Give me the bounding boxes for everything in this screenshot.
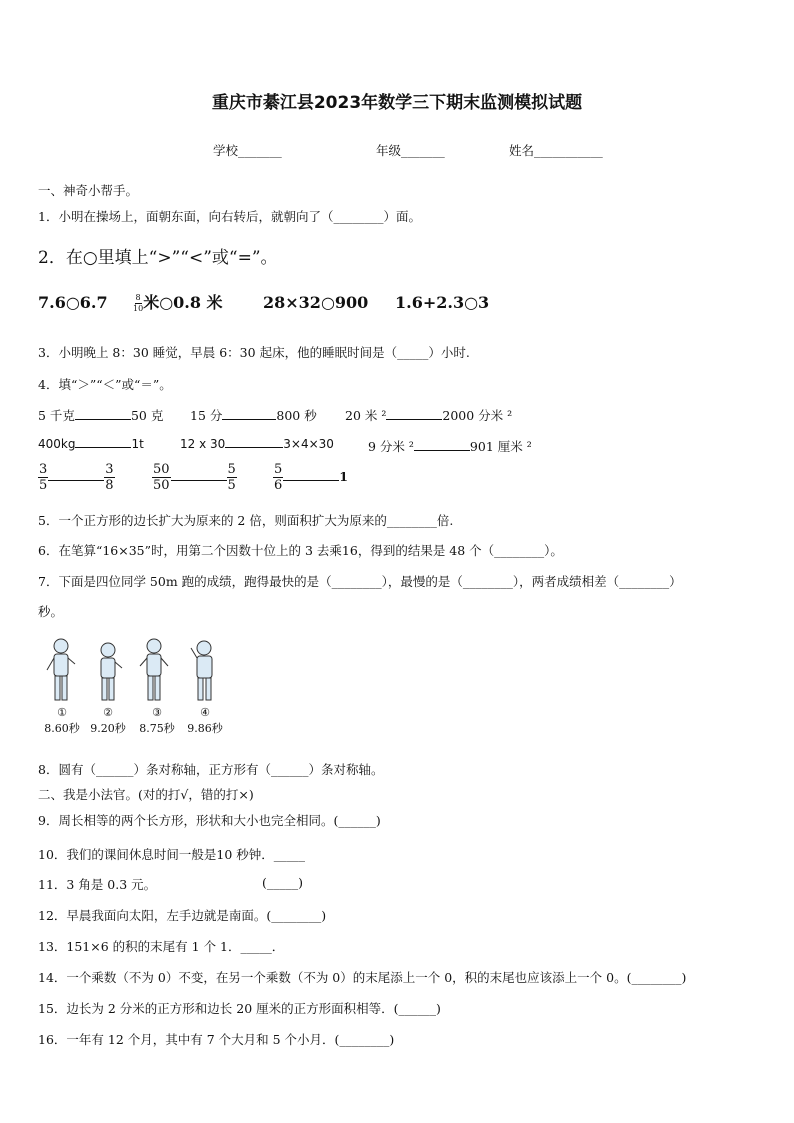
q2-item-b: $\frac{8}{10}$ 米○0.8 米 <box>133 293 223 313</box>
question-13: 13．151×6 的积的末尾有 1 个 1．_____． <box>38 939 285 954</box>
kid-1-figure <box>47 639 75 700</box>
section-2-heading: 二、我是小法官。(对的打√，错的打×) <box>38 787 254 802</box>
question-7-cont: 秒。 <box>38 604 64 619</box>
q4-row-1-b: 15 分 800 秒 <box>190 408 317 423</box>
q2-item-c: 28×32○900 <box>263 293 369 312</box>
kid-4-figure <box>191 641 212 700</box>
kid-4-time: 9.86秒 <box>187 722 223 735</box>
name-field: 姓名___________ <box>509 143 603 158</box>
kid-4-number: ④ <box>200 706 210 719</box>
question-1: 1．小明在操场上，面朝东面，向右转后，就朝向了（________）面。 <box>38 209 421 224</box>
question-11-answer: (_____) <box>262 875 304 890</box>
q4-row-1: 5 千克 50 克 <box>38 408 164 423</box>
q2-item-d: 1.6+2.3○3 <box>395 293 490 312</box>
question-15: 15．边长为 2 分米的正方形和边长 20 厘米的正方形面积相等．(______) <box>38 1001 441 1016</box>
school-field: 学校_______ <box>213 143 282 158</box>
question-2: 2．在○里填上“>”“<”或“=”。 <box>38 248 278 268</box>
kid-2-figure <box>101 643 122 700</box>
page-title: 重庆市綦江县2023年数学三下期末监测模拟试题 <box>211 93 583 113</box>
question-8: 8．圆有（______）条对称轴，正方形有（______）条对称轴。 <box>38 762 384 777</box>
question-7: 7．下面是四位同学 50m 跑的成绩，跑得最快的是（________），最慢的是（________），两者成绩相差（________） <box>38 574 682 589</box>
runners-illustration <box>44 636 234 706</box>
q4-row-2-a: 400kg 1t <box>38 437 144 451</box>
q4-row-2-c: 9 分米 ² 901 厘米 ² <box>368 439 532 454</box>
question-3: 3．小明晚上 8：30 睡觉，早晨 6：30 起床，他的睡眠时间是（_____）小时. <box>38 345 470 360</box>
q2-item-a: 7.6○6.7 <box>38 293 108 312</box>
kid-3-number: ③ <box>152 706 162 719</box>
question-11: 11．3 角是 0.3 元。 <box>38 877 157 892</box>
section-1-heading: 一、神奇小帮手。 <box>38 183 139 198</box>
question-14: 14．一个乘数（不为 0）不变，在另一个乘数（不为 0）的末尾添上一个 0，积的末尾也应该添上一个 0。(________) <box>38 970 687 985</box>
q4-row-3-a: $\frac{3}{5}$ $\frac{3}{8}$ <box>39 462 114 493</box>
question-10: 10．我们的课间休息时间一般是10 秒钟．_____ <box>38 847 306 862</box>
kid-2-time: 9.20秒 <box>90 722 126 735</box>
kid-2-number: ② <box>103 706 113 719</box>
question-12: 12．早晨我面向太阳，左手边就是南面。(________) <box>38 908 327 923</box>
q4-row-3-c: $\frac{5}{6}$ 1 <box>274 462 348 493</box>
q4-row-1-c: 20 米 ² 2000 分米 ² <box>345 408 513 423</box>
question-9: 9．周长相等的两个长方形，形状和大小也完全相同。(______) <box>38 813 381 828</box>
q4-row-3-b: $\frac{50}{50}$ $\frac{5}{5}$ <box>153 462 236 493</box>
question-6: 6．在笔算“16×35”时，用第二个因数十位上的 3 去乘16，得到的结果是 48 个（________）。 <box>38 543 563 558</box>
kid-3-figure <box>140 639 168 700</box>
question-16: 16．一年有 12 个月，其中有 7 个大月和 5 个小月．(________) <box>38 1032 395 1047</box>
kid-1-number: ① <box>57 706 67 719</box>
q4-row-2-b: 12 x 30 3×4×30 <box>180 437 334 451</box>
kid-3-time: 8.75秒 <box>139 722 175 735</box>
kid-1-time: 8.60秒 <box>44 722 80 735</box>
question-5: 5．一个正方形的边长扩大为原来的 2 倍，则面积扩大为原来的________倍. <box>38 513 454 528</box>
question-4: 4．填“＞”“＜”或“＝”。 <box>38 377 172 392</box>
grade-field: 年级_______ <box>376 143 445 158</box>
